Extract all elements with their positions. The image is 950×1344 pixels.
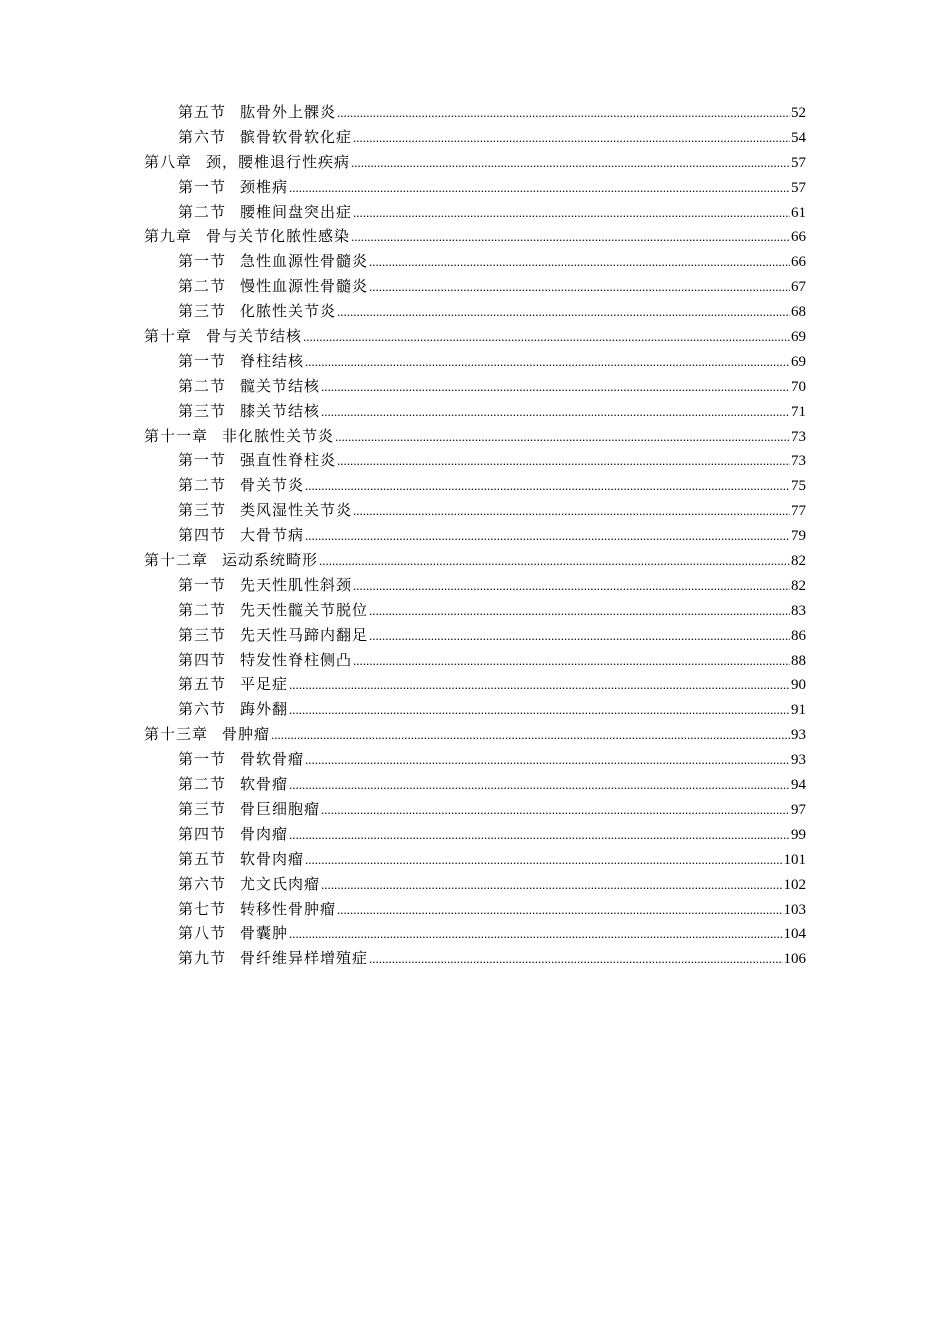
entry-number: 第十二章 (144, 551, 209, 570)
entry-number: 第五节 (178, 103, 227, 121)
dot-leader (289, 176, 790, 200)
page-number: 54 (791, 129, 806, 146)
page-number: 88 (791, 652, 806, 669)
page-number: 77 (791, 503, 806, 520)
entry-title: 类风湿性关节炎 (240, 501, 353, 520)
page-number: 97 (791, 801, 806, 818)
entry-number: 第十章 (144, 327, 193, 346)
entry-title: 膝关节结核 (240, 401, 321, 420)
entry-number: 第二节 (178, 376, 227, 395)
entry-number: 第二节 (178, 476, 227, 495)
toc-section-entry[interactable] (144, 598, 806, 623)
page-number: 93 (791, 752, 806, 769)
entry-number: 第四节 (178, 650, 227, 669)
page-number: 57 (791, 179, 806, 196)
page-number: 70 (791, 378, 806, 395)
entry-title: 骨与关节结核 (206, 327, 303, 346)
dot-leader (321, 400, 790, 424)
entry-number: 第三节 (178, 302, 227, 321)
entry-title: 软骨瘤 (240, 775, 289, 794)
entry-title: 转移性骨肿瘤 (240, 899, 337, 918)
page-number: 79 (791, 528, 806, 545)
entry-title: 先天性马蹄内翻足 (240, 625, 369, 644)
dot-leader (369, 624, 790, 648)
entry-number: 第二节 (178, 775, 227, 794)
entry-title: 化脓性关节炎 (240, 302, 337, 321)
entry-title: 骨关节炎 (240, 476, 305, 495)
toc-section-entry[interactable] (144, 747, 806, 772)
page-number: 75 (791, 478, 806, 495)
entry-title: 先天性髋关节脱位 (240, 600, 369, 619)
entry-title: 肱骨外上髁炎 (240, 103, 337, 121)
dot-leader (351, 151, 790, 175)
entry-number: 第四节 (178, 824, 227, 843)
entry-number: 第四节 (178, 526, 227, 545)
dot-leader (303, 325, 790, 349)
dot-leader (351, 225, 790, 249)
page-number: 66 (791, 229, 806, 246)
dot-leader (289, 823, 790, 847)
entry-number: 第二节 (178, 202, 227, 221)
toc-section-entry[interactable] (144, 399, 806, 424)
entry-title: 颈椎病 (240, 177, 289, 196)
toc-section-entry[interactable] (144, 672, 806, 697)
dot-leader (337, 101, 790, 125)
dot-leader (335, 425, 790, 449)
dot-leader (369, 599, 790, 623)
entry-title: 骨纤维异样增殖症 (240, 949, 369, 968)
toc-section-entry[interactable] (144, 573, 806, 598)
entry-title: 运动系统畸形 (222, 551, 319, 570)
dot-leader (337, 898, 782, 922)
toc-chapter-entry[interactable] (144, 224, 806, 249)
toc-section-entry[interactable] (144, 274, 806, 299)
page-number: 68 (791, 304, 806, 321)
entry-number: 第三节 (178, 501, 227, 520)
page-number: 104 (783, 926, 806, 943)
entry-title: 骨软骨瘤 (240, 750, 305, 769)
entry-number: 第八节 (178, 924, 227, 943)
toc-chapter-entry[interactable] (144, 548, 806, 573)
entry-title: 髌骨软骨软化症 (240, 127, 353, 146)
page-number: 67 (791, 279, 806, 296)
dot-leader (289, 698, 790, 722)
dot-leader (353, 499, 790, 523)
dot-leader (289, 773, 790, 797)
entry-number: 第一节 (178, 750, 227, 769)
toc-section-entry[interactable] (144, 797, 806, 822)
entry-title: 强直性脊柱炎 (240, 451, 337, 470)
dot-leader (369, 947, 782, 971)
page-number: 103 (783, 901, 806, 918)
entry-title: 软骨肉瘤 (240, 849, 305, 868)
entry-title: 骨巨细胞瘤 (240, 799, 321, 818)
page-number: 91 (791, 702, 806, 719)
page-number: 52 (791, 105, 806, 121)
page-number: 102 (783, 876, 806, 893)
toc-section-entry[interactable] (144, 299, 806, 324)
dot-leader (321, 873, 782, 897)
entry-title: 脊柱结核 (240, 351, 305, 370)
entry-number: 第七节 (178, 899, 227, 918)
dot-leader (319, 549, 790, 573)
entry-title: 非化脓性关节炎 (222, 426, 335, 445)
entry-title: 先天性肌性斜颈 (240, 575, 353, 594)
toc-section-entry[interactable] (144, 772, 806, 797)
toc-section-entry[interactable] (144, 349, 806, 374)
entry-number: 第十三章 (144, 725, 209, 744)
page-number: 61 (791, 204, 806, 221)
page-number: 69 (791, 353, 806, 370)
dot-leader (305, 524, 790, 548)
table-of-contents (144, 100, 806, 971)
page-number: 93 (791, 727, 806, 744)
toc-section-entry[interactable] (144, 249, 806, 274)
page-number: 94 (791, 777, 806, 794)
toc-section-entry[interactable] (144, 623, 806, 648)
entry-number: 第六节 (178, 874, 227, 893)
page-number: 90 (791, 677, 806, 694)
toc-section-entry[interactable] (144, 523, 806, 548)
entry-title: 骨肉瘤 (240, 824, 289, 843)
dot-leader (337, 300, 790, 324)
page-number: 73 (791, 453, 806, 470)
entry-number: 第八章 (144, 152, 193, 171)
entry-number: 第三节 (178, 625, 227, 644)
dot-leader (305, 474, 790, 498)
toc-section-entry[interactable] (144, 648, 806, 673)
toc-section-entry[interactable] (144, 473, 806, 498)
page-number: 106 (783, 951, 806, 968)
entry-title: 颈，腰椎退行性疾病 (206, 152, 351, 171)
entry-number: 第一节 (178, 351, 227, 370)
page-number: 83 (791, 602, 806, 619)
dot-leader (369, 275, 790, 299)
page-number: 82 (791, 577, 806, 594)
entry-number: 第五节 (178, 849, 227, 868)
dot-leader (271, 723, 790, 747)
entry-number: 第一节 (178, 575, 227, 594)
toc-section-entry[interactable] (144, 448, 806, 473)
entry-number: 第六节 (178, 127, 227, 146)
toc-section-entry[interactable] (144, 200, 806, 225)
dot-leader (321, 375, 790, 399)
page-number: 82 (791, 553, 806, 570)
toc-section-entry[interactable] (144, 498, 806, 523)
dot-leader (369, 250, 790, 274)
toc-chapter-entry[interactable] (144, 324, 806, 349)
toc-section-entry[interactable] (144, 175, 806, 200)
entry-title: 骨与关节化脓性感染 (206, 227, 351, 246)
entry-number: 第三节 (178, 799, 227, 818)
dot-leader (321, 798, 790, 822)
entry-title: 骨囊肿 (240, 924, 289, 943)
page-number: 101 (783, 851, 806, 868)
dot-leader (353, 201, 790, 225)
toc-section-entry[interactable] (144, 822, 806, 847)
toc-section-entry[interactable] (144, 697, 806, 722)
dot-leader (305, 748, 790, 772)
page-number: 73 (791, 428, 806, 445)
entry-title: 骨肿瘤 (222, 725, 271, 744)
entry-number: 第一节 (178, 451, 227, 470)
page-number: 71 (791, 403, 806, 420)
entry-number: 第二节 (178, 277, 227, 296)
page-number: 57 (791, 154, 806, 171)
toc-section-entry[interactable] (144, 125, 806, 150)
entry-title: 大骨节病 (240, 526, 305, 545)
toc-section-entry[interactable] (144, 921, 806, 946)
entry-number: 第一节 (178, 177, 227, 196)
entry-title: 腰椎间盘突出症 (240, 202, 353, 221)
page-number: 99 (791, 826, 806, 843)
dot-leader (289, 673, 790, 697)
entry-title: 踇外翻 (240, 700, 289, 719)
toc-section-entry[interactable] (144, 872, 806, 897)
toc-section-entry[interactable] (144, 100, 806, 125)
dot-leader (353, 574, 790, 598)
toc-chapter-entry[interactable] (144, 150, 806, 175)
entry-number: 第九章 (144, 227, 193, 246)
entry-number: 第九节 (178, 949, 227, 968)
dot-leader (305, 848, 782, 872)
toc-section-entry[interactable] (144, 897, 806, 922)
entry-title: 平足症 (240, 675, 289, 694)
entry-title: 尤文氏肉瘤 (240, 874, 321, 893)
entry-title: 特发性脊柱侧凸 (240, 650, 353, 669)
toc-chapter-entry[interactable] (144, 424, 806, 449)
page-number: 86 (791, 627, 806, 644)
toc-section-entry[interactable] (144, 946, 806, 971)
dot-leader (337, 449, 790, 473)
entry-title: 慢性血源性骨髓炎 (240, 277, 369, 296)
dot-leader (353, 126, 790, 150)
dot-leader (305, 350, 790, 374)
dot-leader (353, 649, 790, 673)
page-number: 66 (791, 254, 806, 271)
entry-title: 急性血源性骨髓炎 (240, 252, 369, 271)
entry-number: 第十一章 (144, 426, 209, 445)
toc-section-entry[interactable] (144, 847, 806, 872)
toc-chapter-entry[interactable] (144, 722, 806, 747)
dot-leader (289, 922, 782, 946)
entry-number: 第一节 (178, 252, 227, 271)
page-number: 69 (791, 329, 806, 346)
entry-number: 第五节 (178, 675, 227, 694)
toc-section-entry[interactable] (144, 374, 806, 399)
entry-number: 第二节 (178, 600, 227, 619)
entry-number: 第三节 (178, 401, 227, 420)
entry-number: 第六节 (178, 700, 227, 719)
entry-title: 髋关节结核 (240, 376, 321, 395)
